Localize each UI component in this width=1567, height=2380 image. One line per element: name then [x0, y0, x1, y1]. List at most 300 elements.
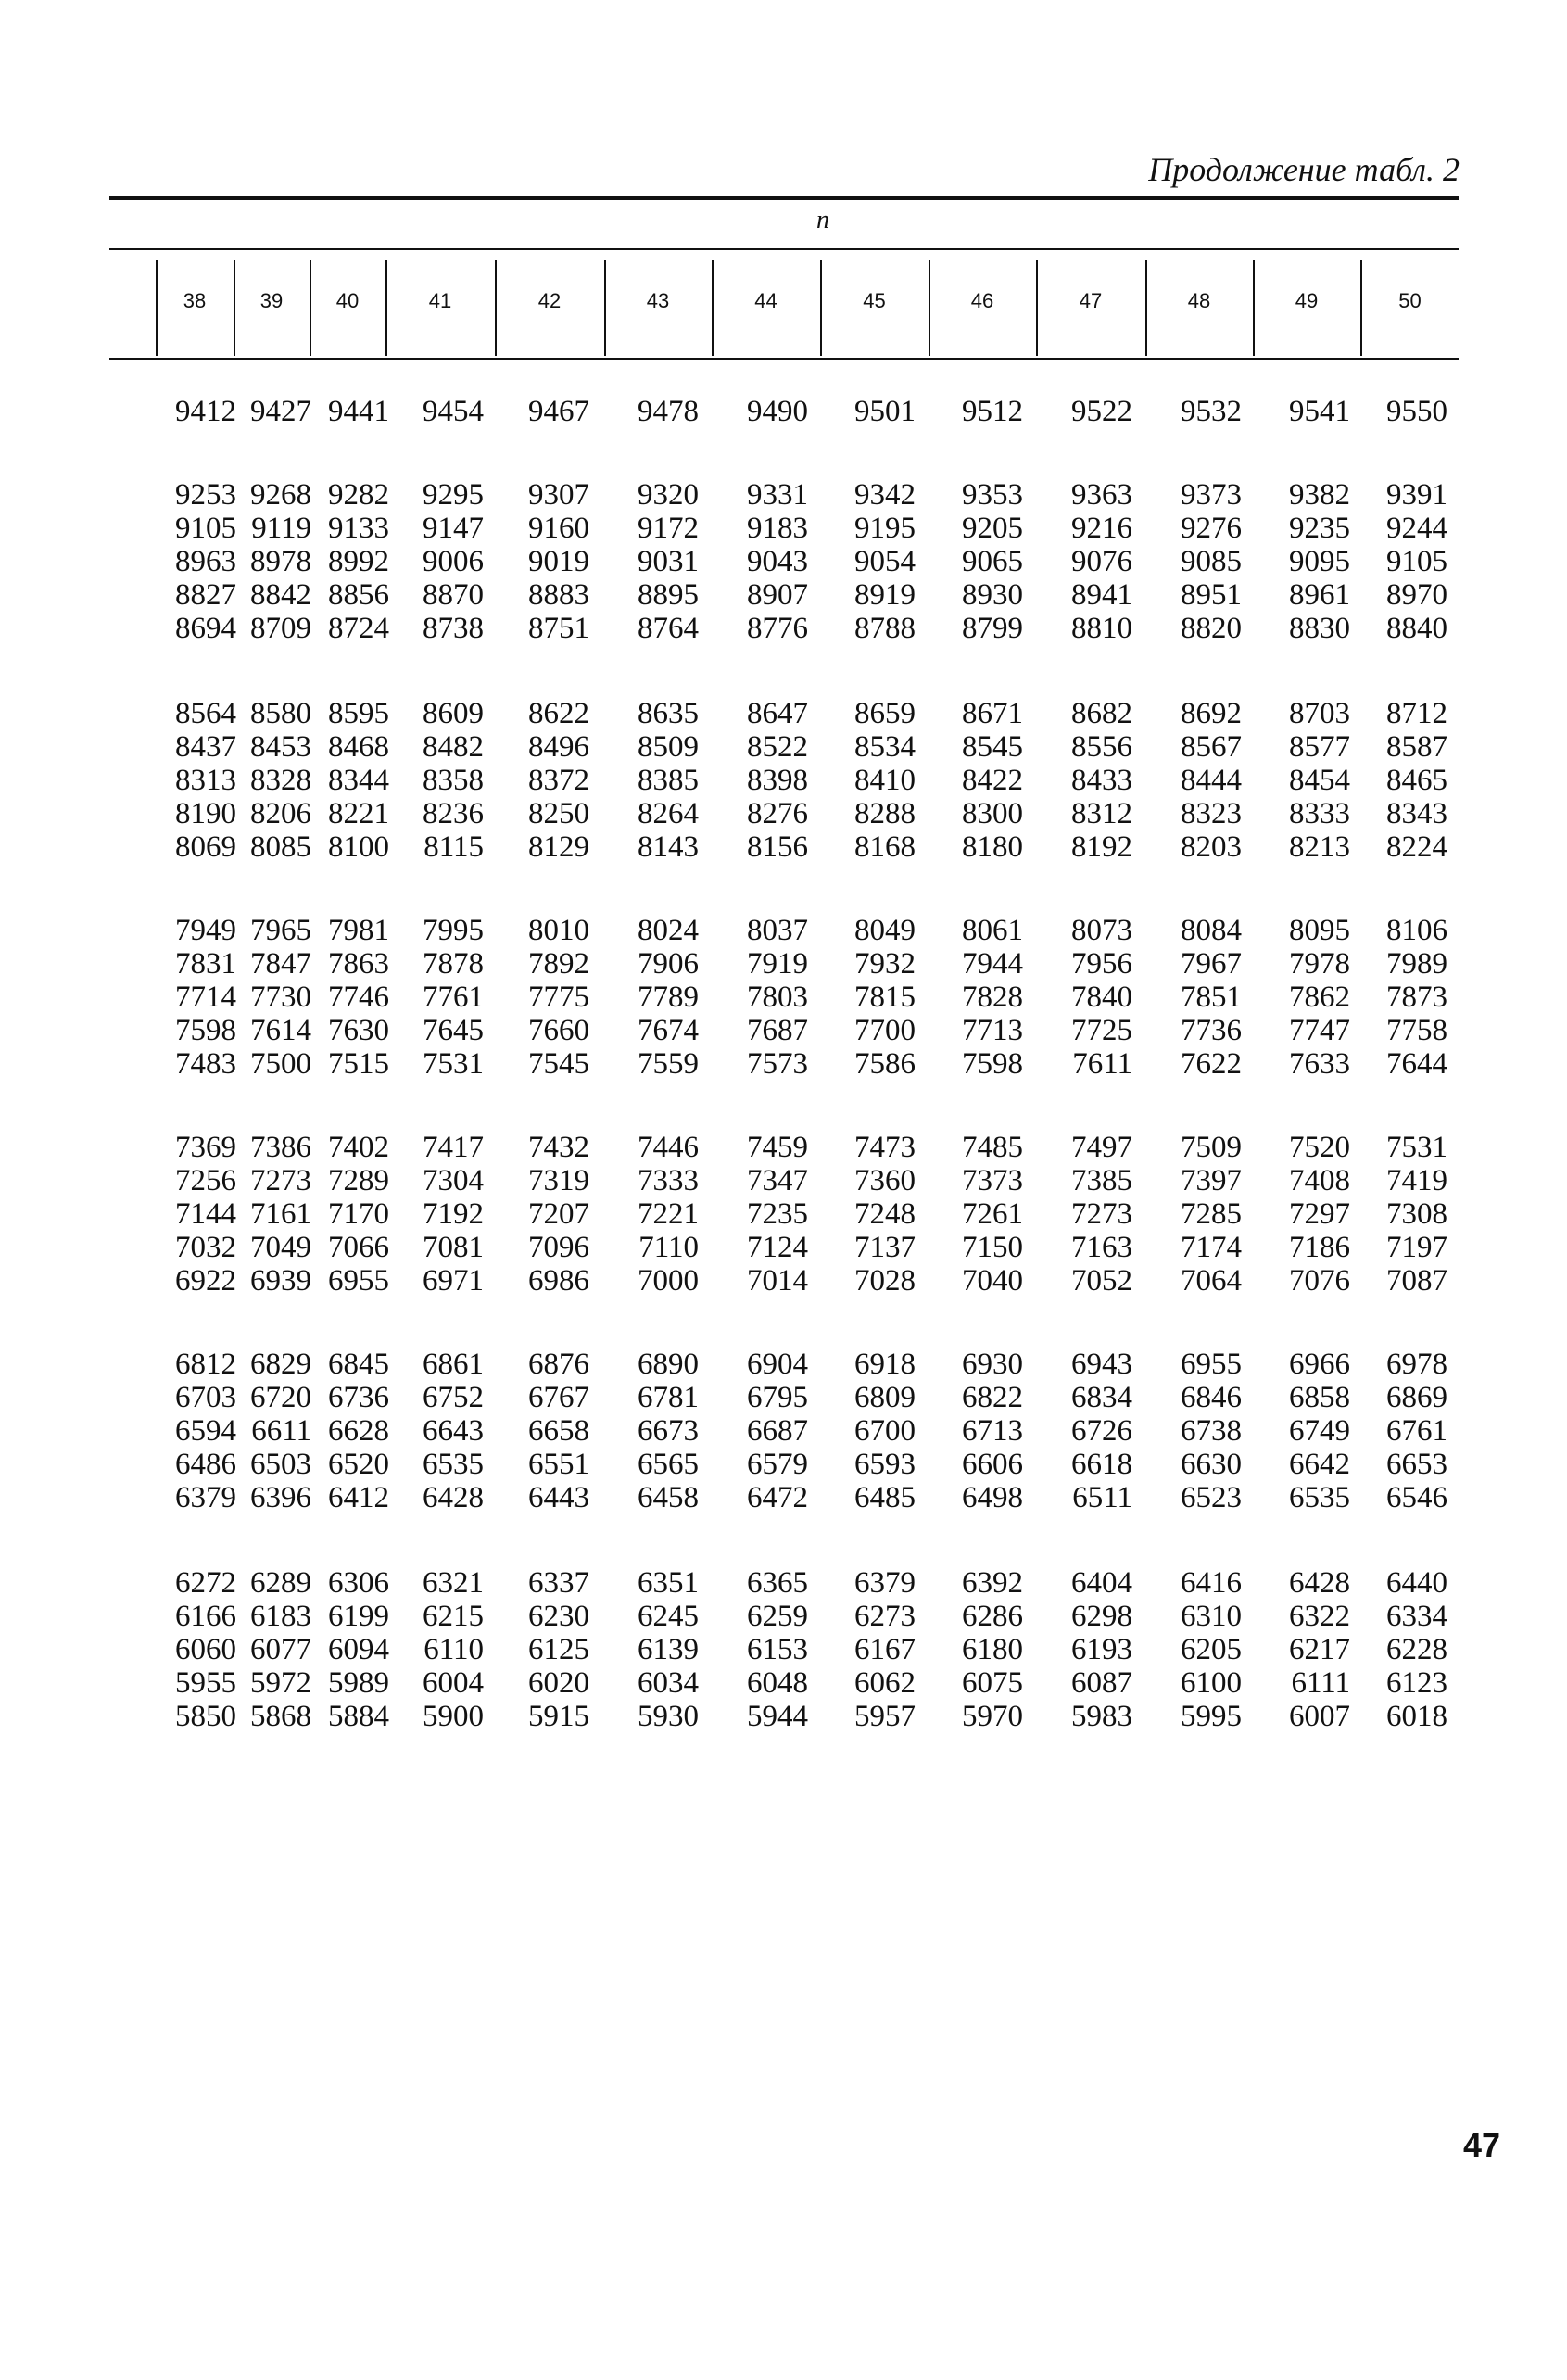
table-cell: 6511: [1072, 1481, 1132, 1514]
table-cell: 6869: [1386, 1381, 1447, 1414]
table-cell: 6125: [528, 1633, 589, 1666]
table-cell: 7497: [1071, 1131, 1132, 1164]
table-cell: 7124: [747, 1231, 808, 1264]
table-cell: 7081: [423, 1231, 484, 1264]
table-cell: 7598: [962, 1047, 1023, 1081]
table-cell: 7174: [1181, 1231, 1242, 1264]
table-cell: 7052: [1071, 1264, 1132, 1298]
column-variable-label: n: [816, 206, 829, 234]
table-cell: 7144: [175, 1197, 236, 1231]
table-cell: 8323: [1181, 797, 1242, 830]
table-cell: 8703: [1289, 697, 1350, 730]
table-cell: 7965: [250, 914, 311, 947]
table-cell: 8250: [528, 797, 589, 830]
table-cell: 6087: [1071, 1666, 1132, 1700]
table-cell: 6228: [1386, 1633, 1447, 1666]
header-rule-upper: [109, 248, 1459, 250]
table-cell: 7944: [962, 947, 1023, 981]
table-cell: 7408: [1289, 1164, 1350, 1197]
table-cell: 8437: [175, 730, 236, 764]
table-cell: 9276: [1181, 512, 1242, 545]
table-cell: 8856: [328, 578, 389, 612]
table-cell: 8712: [1386, 697, 1447, 730]
table-cell: 6286: [962, 1600, 1023, 1633]
table-cell: 8820: [1181, 612, 1242, 645]
table-cell: 6153: [747, 1633, 808, 1666]
table-cell: 7096: [528, 1231, 589, 1264]
table-cell: 9006: [423, 545, 484, 578]
table-cell: 6007: [1289, 1700, 1350, 1733]
table-cell: 8840: [1386, 612, 1447, 645]
table-cell: 8564: [175, 697, 236, 730]
table-cell: 6736: [328, 1381, 389, 1414]
table-cell: 7485: [962, 1131, 1023, 1164]
table-cell: 6322: [1289, 1600, 1350, 1633]
table-cell: 7614: [250, 1014, 311, 1047]
table-cell: 9373: [1181, 478, 1242, 512]
table-cell: 6412: [328, 1481, 389, 1514]
header-column-rule: [820, 260, 822, 356]
table-cell: 6416: [1181, 1566, 1242, 1600]
table-cell: 9105: [175, 512, 236, 545]
table-cell: 7446: [638, 1131, 699, 1164]
header-column-rule: [1145, 260, 1147, 356]
table-cell: 8842: [250, 578, 311, 612]
table-cell: 9085: [1181, 545, 1242, 578]
table-cell: 8115: [423, 830, 484, 864]
table-cell: 7000: [638, 1264, 699, 1298]
table-cell: 6334: [1386, 1600, 1447, 1633]
table-cell: 7064: [1181, 1264, 1242, 1298]
table-cell: 5955: [175, 1666, 236, 1700]
table-cell: 6298: [1071, 1600, 1132, 1633]
table-cell: 8776: [747, 612, 808, 645]
table-cell: 7273: [250, 1164, 311, 1197]
table-cell: 9195: [854, 512, 916, 545]
table-cell: 7747: [1289, 1014, 1350, 1047]
table-cell: 8951: [1181, 578, 1242, 612]
table-cell: 8343: [1386, 797, 1447, 830]
table-cell: 6752: [423, 1381, 484, 1414]
table-cell: 6230: [528, 1600, 589, 1633]
table-cell: 9541: [1289, 395, 1350, 428]
table-cell: 6955: [1181, 1348, 1242, 1381]
table-cell: 8203: [1181, 830, 1242, 864]
table-cell: 7586: [854, 1047, 916, 1081]
table-cell: 6829: [250, 1348, 311, 1381]
table-cell: 7385: [1071, 1164, 1132, 1197]
table-cell: 7163: [1071, 1231, 1132, 1264]
table-cell: 7285: [1181, 1197, 1242, 1231]
table-cell: 7598: [175, 1014, 236, 1047]
table-cell: 7186: [1289, 1231, 1350, 1264]
table-cell: 7831: [175, 947, 236, 981]
table-cell: 9119: [251, 512, 311, 545]
table-cell: 8300: [962, 797, 1023, 830]
table-cell: 8992: [328, 545, 389, 578]
table-cell: 6004: [423, 1666, 484, 1700]
table-cell: 5884: [328, 1700, 389, 1733]
table-cell: 6396: [250, 1481, 311, 1514]
table-cell: 7531: [423, 1047, 484, 1081]
table-cell: 8276: [747, 797, 808, 830]
table-cell: 9043: [747, 545, 808, 578]
table-cell: 9391: [1386, 478, 1447, 512]
table-cell: 8895: [638, 578, 699, 612]
page-number: 47: [1462, 2126, 1500, 2164]
table-cell: 8587: [1386, 730, 1447, 764]
table-cell: 8580: [250, 697, 311, 730]
table-cell: 6930: [962, 1348, 1023, 1381]
table-cell: 6611: [251, 1414, 311, 1448]
table-cell: 8919: [854, 578, 916, 612]
table-cell: 8213: [1289, 830, 1350, 864]
table-cell: 7515: [328, 1047, 389, 1081]
table-cell: 9235: [1289, 512, 1350, 545]
table-cell: 5915: [528, 1700, 589, 1733]
table-cell: 7369: [175, 1131, 236, 1164]
table-cell: 7989: [1386, 947, 1447, 981]
column-header: 48: [1187, 289, 1211, 312]
table-cell: 6618: [1071, 1448, 1132, 1481]
table-cell: 8192: [1071, 830, 1132, 864]
table-cell: 7110: [638, 1231, 699, 1264]
table-cell: 8221: [328, 797, 389, 830]
table-cell: 5850: [175, 1700, 236, 1733]
table-cell: 7432: [528, 1131, 589, 1164]
table-cell: 6653: [1386, 1448, 1447, 1481]
table-cell: 7297: [1289, 1197, 1350, 1231]
table-cell: 8827: [175, 578, 236, 612]
table-cell: 6139: [638, 1633, 699, 1666]
table-cell: 6199: [328, 1600, 389, 1633]
table-cell: 8635: [638, 697, 699, 730]
table-cell: 8095: [1289, 914, 1350, 947]
table-cell: 8724: [328, 612, 389, 645]
header-column-rule: [385, 260, 387, 356]
table-cell: 7531: [1386, 1131, 1447, 1164]
table-cell: 7304: [423, 1164, 484, 1197]
table-cell: 7995: [423, 914, 484, 947]
table-cell: 8941: [1071, 578, 1132, 612]
table-cell: 9532: [1181, 395, 1242, 428]
table-cell: 6440: [1386, 1566, 1447, 1600]
table-cell: 8709: [250, 612, 311, 645]
table-cell: 6100: [1181, 1666, 1242, 1700]
table-cell: 8073: [1071, 914, 1132, 947]
table-cell: 7873: [1386, 981, 1447, 1014]
table-cell: 7347: [747, 1164, 808, 1197]
table-cell: 6123: [1386, 1666, 1447, 1700]
column-header: 38: [183, 289, 207, 312]
table-cell: 7040: [962, 1264, 1023, 1298]
table-cell: 9268: [250, 478, 311, 512]
table-cell: 9512: [962, 395, 1023, 428]
table-cell: 9019: [528, 545, 589, 578]
table-cell: 6110: [423, 1633, 484, 1666]
table-cell: 8930: [962, 578, 1023, 612]
table-cell: 6703: [175, 1381, 236, 1414]
table-cell: 7645: [423, 1014, 484, 1047]
table-cell: 8609: [423, 697, 484, 730]
table-cell: 6060: [175, 1633, 236, 1666]
table-cell: 9490: [747, 395, 808, 428]
table-cell: 6365: [747, 1566, 808, 1600]
table-cell: 7919: [747, 947, 808, 981]
table-cell: 6034: [638, 1666, 699, 1700]
table-cell: 7981: [328, 914, 389, 947]
table-cell: 9353: [962, 478, 1023, 512]
table-cell: 6658: [528, 1414, 589, 1448]
column-header: 47: [1079, 289, 1103, 312]
table-cell: 6180: [962, 1633, 1023, 1666]
table-cell: 6978: [1386, 1348, 1447, 1381]
table-cell: 9095: [1289, 545, 1350, 578]
table-cell: 7660: [528, 1014, 589, 1047]
header-column-rule: [156, 260, 158, 356]
table-cell: 7674: [638, 1014, 699, 1047]
table-cell: 8454: [1289, 764, 1350, 797]
table-cell: 9295: [423, 478, 484, 512]
table-cell: 7076: [1289, 1264, 1350, 1298]
table-cell: 8465: [1386, 764, 1447, 797]
table-cell: 9412: [175, 395, 236, 428]
table-cell: 6565: [638, 1448, 699, 1481]
table-cell: 6245: [638, 1600, 699, 1633]
table-cell: 9160: [528, 512, 589, 545]
table-cell: 6523: [1181, 1481, 1242, 1514]
table-cell: 8129: [528, 830, 589, 864]
table-cell: 8224: [1386, 830, 1447, 864]
table-cell: 6628: [328, 1414, 389, 1448]
table-cell: 5900: [423, 1700, 484, 1733]
table-cell: 6812: [175, 1348, 236, 1381]
table-cell: 6738: [1181, 1414, 1242, 1448]
table-cell: 6943: [1071, 1348, 1132, 1381]
table-cell: 7700: [854, 1014, 916, 1047]
table-cell: 7235: [747, 1197, 808, 1231]
table-cell: 7417: [423, 1131, 484, 1164]
table-cell: 6205: [1181, 1633, 1242, 1666]
header-column-rule: [604, 260, 606, 356]
table-cell: 8100: [328, 830, 389, 864]
table-cell: 7847: [250, 947, 311, 981]
table-cell: 6166: [175, 1600, 236, 1633]
table-cell: 7207: [528, 1197, 589, 1231]
table-cell: 7730: [250, 981, 311, 1014]
table-cell: 8870: [423, 578, 484, 612]
table-cell: 8398: [747, 764, 808, 797]
table-cell: 6535: [423, 1448, 484, 1481]
table-cell: 6713: [962, 1414, 1023, 1448]
table-cell: 6111: [1291, 1666, 1350, 1700]
table-cell: 6966: [1289, 1348, 1350, 1381]
table-cell: 7150: [962, 1231, 1023, 1264]
table-cell: 9454: [423, 395, 484, 428]
table-cell: 6861: [423, 1348, 484, 1381]
table-cell: 6018: [1386, 1700, 1447, 1733]
table-cell: 8190: [175, 797, 236, 830]
table-cell: 7803: [747, 981, 808, 1014]
table-cell: 6048: [747, 1666, 808, 1700]
header-column-rule: [929, 260, 930, 356]
table-cell: 7256: [175, 1164, 236, 1197]
table-cell: 8577: [1289, 730, 1350, 764]
table-cell: 7459: [747, 1131, 808, 1164]
table-cell: 7333: [638, 1164, 699, 1197]
table-cell: 6904: [747, 1348, 808, 1381]
table-cell: 6726: [1071, 1414, 1132, 1448]
table-cell: 8738: [423, 612, 484, 645]
table-cell: 7289: [328, 1164, 389, 1197]
table-cell: 7192: [423, 1197, 484, 1231]
table-cell: 7956: [1071, 947, 1132, 981]
table-cell: 6272: [175, 1566, 236, 1600]
table-cell: 8764: [638, 612, 699, 645]
table-cell: 8037: [747, 914, 808, 947]
table-cell: 8206: [250, 797, 311, 830]
table-cell: 6062: [854, 1666, 916, 1700]
table-cell: 6876: [528, 1348, 589, 1381]
table-cell: 8288: [854, 797, 916, 830]
table-cell: 6834: [1071, 1381, 1132, 1414]
table-cell: 7878: [423, 947, 484, 981]
table-cell: 6551: [528, 1448, 589, 1481]
table-cell: 6594: [175, 1414, 236, 1448]
table-cell: 8799: [962, 612, 1023, 645]
table-cell: 9133: [328, 512, 389, 545]
table-cell: 9550: [1386, 395, 1447, 428]
table-cell: 8788: [854, 612, 916, 645]
table-cell: 6606: [962, 1448, 1023, 1481]
header-column-rule: [1036, 260, 1038, 356]
table-cell: 9076: [1071, 545, 1132, 578]
table-cell: 5972: [250, 1666, 311, 1700]
table-cell: 6922: [175, 1264, 236, 1298]
table-cell: 7687: [747, 1014, 808, 1047]
table-cell: 5957: [854, 1700, 916, 1733]
table-cell: 6094: [328, 1633, 389, 1666]
table-cell: 6306: [328, 1566, 389, 1600]
table-cell: 7319: [528, 1164, 589, 1197]
table-cell: 6485: [854, 1481, 916, 1514]
table-cell: 6845: [328, 1348, 389, 1381]
table-cell: 6700: [854, 1414, 916, 1448]
table-cell: 9363: [1071, 478, 1132, 512]
table-cell: 7840: [1071, 981, 1132, 1014]
table-cell: 7851: [1181, 981, 1242, 1014]
table-cell: 6822: [962, 1381, 1023, 1414]
table-cell: 8328: [250, 764, 311, 797]
table-cell: 8963: [175, 545, 236, 578]
table-cell: 9427: [250, 395, 311, 428]
table-cell: 7308: [1386, 1197, 1447, 1231]
table-cell: 7644: [1386, 1047, 1447, 1081]
table-cell: 8156: [747, 830, 808, 864]
table-cell: 6472: [747, 1481, 808, 1514]
table-cell: 9282: [328, 478, 389, 512]
table-cell: 6767: [528, 1381, 589, 1414]
table-cell: 7386: [250, 1131, 311, 1164]
table-cell: 6546: [1386, 1481, 1447, 1514]
table-cell: 6167: [854, 1633, 916, 1666]
table-cell: 6858: [1289, 1381, 1350, 1414]
column-header: 43: [646, 289, 670, 312]
table-cell: 8978: [250, 545, 311, 578]
top-rule: [109, 196, 1459, 200]
table-cell: 7967: [1181, 947, 1242, 981]
table-cell: 7520: [1289, 1131, 1350, 1164]
table-cell: 9320: [638, 478, 699, 512]
table-cell: 7736: [1181, 1014, 1242, 1047]
table-cell: 6392: [962, 1566, 1023, 1600]
table-cell: 6217: [1289, 1633, 1350, 1666]
table-cell: 6630: [1181, 1448, 1242, 1481]
table-cell: 7573: [747, 1047, 808, 1081]
table-cell: 8671: [962, 697, 1023, 730]
table-cell: 6428: [423, 1481, 484, 1514]
column-header: 39: [259, 289, 284, 312]
table-cell: 8010: [528, 914, 589, 947]
table-cell: 6986: [528, 1264, 589, 1298]
table-cell: 8496: [528, 730, 589, 764]
table-cell: 8522: [747, 730, 808, 764]
table-cell: 7028: [854, 1264, 916, 1298]
table-cell: 7261: [962, 1197, 1023, 1231]
table-cell: 7161: [250, 1197, 311, 1231]
table-cell: 8468: [328, 730, 389, 764]
table-cell: 7906: [638, 947, 699, 981]
column-header: 41: [428, 289, 452, 312]
table-cell: 5930: [638, 1700, 699, 1733]
table-cell: 8344: [328, 764, 389, 797]
table-cell: 9382: [1289, 478, 1350, 512]
table-cell: 7789: [638, 981, 699, 1014]
table-cell: 6579: [747, 1448, 808, 1481]
table-cell: 7066: [328, 1231, 389, 1264]
table-cell: 6289: [250, 1566, 311, 1600]
table-cell: 7714: [175, 981, 236, 1014]
table-cell: 8069: [175, 830, 236, 864]
table-cell: 6520: [328, 1448, 389, 1481]
table-cell: 9065: [962, 545, 1023, 578]
table-cell: 7559: [638, 1047, 699, 1081]
table-cell: 6720: [250, 1381, 311, 1414]
table-cell: 7775: [528, 981, 589, 1014]
table-cell: 7713: [962, 1014, 1023, 1047]
table-cell: 7932: [854, 947, 916, 981]
table-cell: 7509: [1181, 1131, 1242, 1164]
table-cell: 8692: [1181, 697, 1242, 730]
table-cell: 6273: [854, 1600, 916, 1633]
table-cell: 8061: [962, 914, 1023, 947]
header-column-rule: [1253, 260, 1255, 356]
table-cell: 6193: [1071, 1633, 1132, 1666]
table-cell: 5970: [962, 1700, 1023, 1733]
table-cell: 6535: [1289, 1481, 1350, 1514]
table-cell: 7032: [175, 1231, 236, 1264]
table-cell: 9441: [328, 395, 389, 428]
table-cell: 7049: [250, 1231, 311, 1264]
table-cell: 9216: [1071, 512, 1132, 545]
table-cell: 8482: [423, 730, 484, 764]
table-cell: 6498: [962, 1481, 1023, 1514]
table-cell: 8622: [528, 697, 589, 730]
column-header: 45: [863, 289, 886, 312]
table-cell: 6761: [1386, 1414, 1447, 1448]
table-cell: 5989: [328, 1666, 389, 1700]
table-cell: 9105: [1386, 545, 1447, 578]
